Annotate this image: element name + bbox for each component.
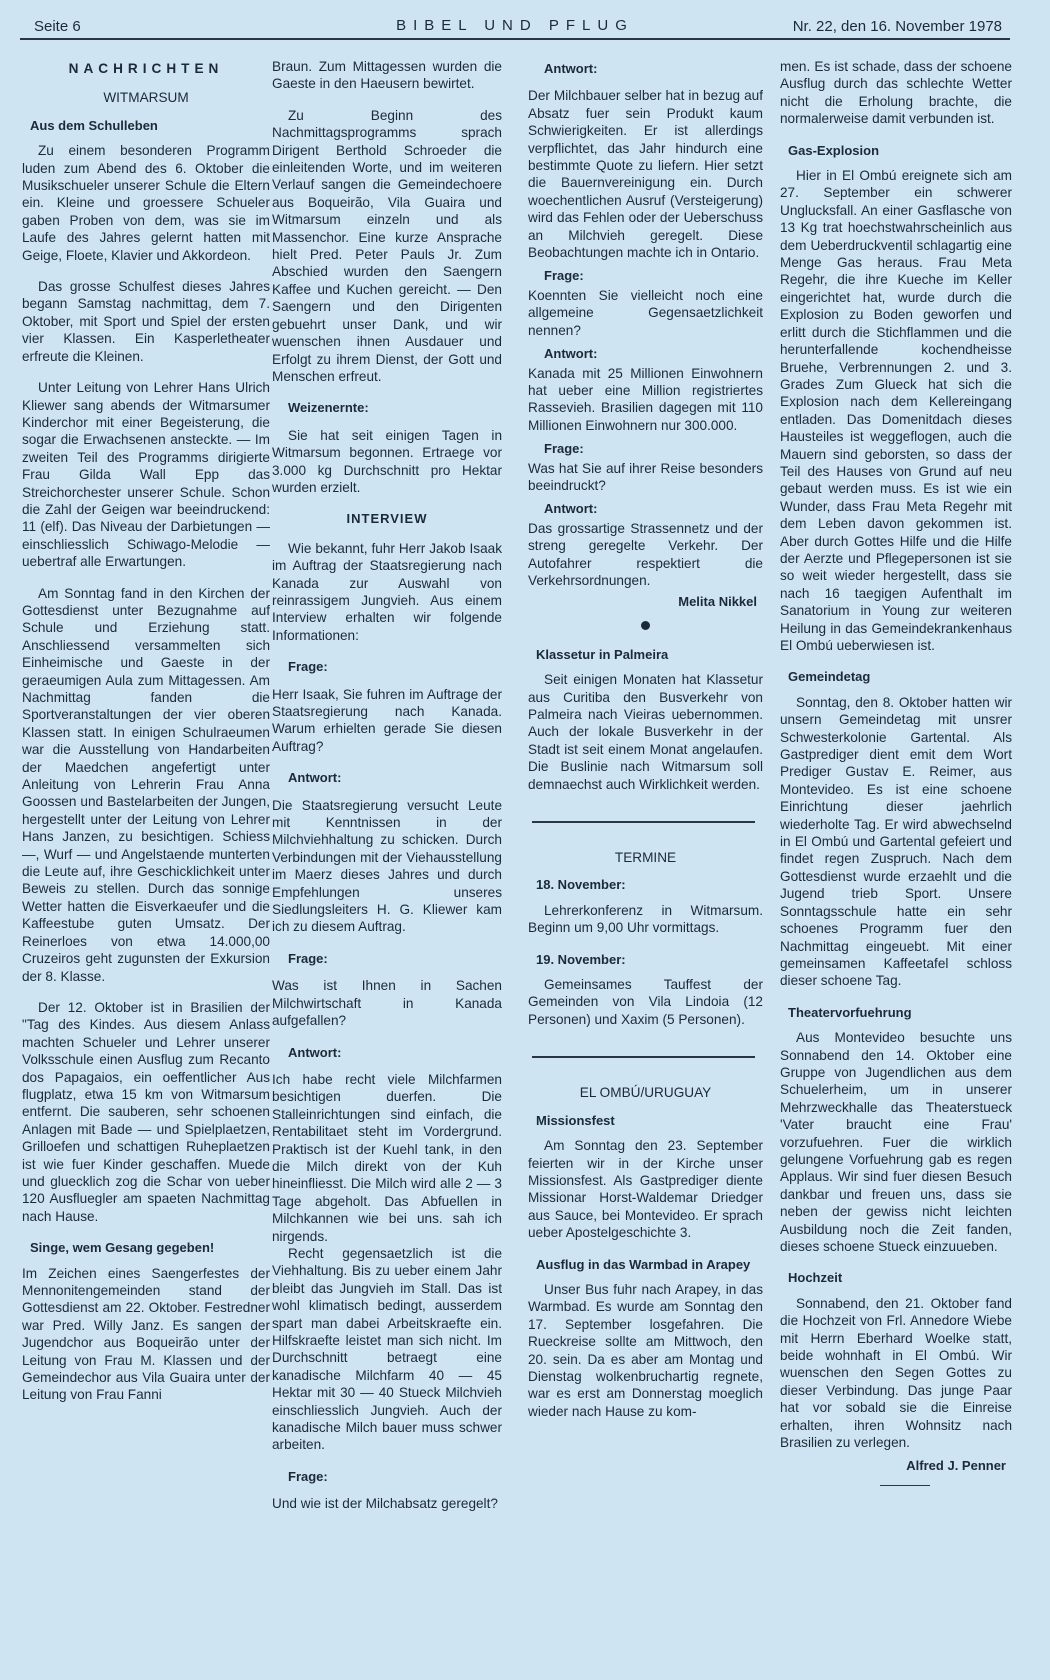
date-heading: 19. November: [536,951,626,967]
column-3 [528,58,763,1672]
paragraph: Gemeinsames Tauffest der Gemeinden von Vila Lindoia (12 Personen) und Xaxim (5 Personen). [528,977,763,1027]
page-number: Seite 6 [34,18,81,35]
article-heading: Missionsfest [536,1112,615,1128]
answer-label: Antwort: [544,501,598,517]
paragraph: men. Es ist schade, dass der schoene Ausflug durch das schlechte Wetter nicht die Erholung brachte, die normalerweise damit verbunden ist. [780,59,1012,127]
divider [532,1056,755,1058]
question-label: Frage: [544,441,584,457]
termine-heading: TERMINE [614,850,677,866]
article-heading: Ausflug in das Warmbad in Arapey [536,1256,751,1272]
paragraph: Am Sonntag fand in den Kirchen der Gottesdienst unter Bezugnahme auf Schule und Erziehung statt. Anschliessend versammelten sich Einheimische und Gaeste in der geraeumigen Aula zum Mittagessen. Am Nachmittag fanden die Sportveranstaltungen der vier oberen Klassen statt. In einigen Schulraeumen war die Ausstellung von Handarbeiten der Maedchen angefertigt unter Anleitung von Lehrerin Frau Anna Goossen und Bastelarbeiten der Jungen, hergestellt unter der Leitung von Lehrer Hans Janzen, zu besichtigen. Schiess —, Wurf — und Angelstaende munterten die Leute auf, ihre Geschicklichkeit unter Beweis zu stellen. Durch das sonnige Wetter hatten die Eisverkaeufer und die Kaffeestube guten Umsatz. Der Reinerloes von etwa 14.000,00 Cruzeiros geht zugunsten der Exkursion der 8. Klasse. [22,585,270,984]
separator-bullet [641,621,650,630]
paragraph: Der 12. Oktober ist in Brasilien der "Tag des Kindes. Aus diesem Anlass machten Schueler und Lehrer unserer Volksschule einen Ausflug zum Recanto dos Papagaios, ein oeffentlicher Aus flugplatz, etwa 15 km von Witmarsum entfernt. Die sauberen, sehr schoenen Anlagen mit Bade — und Spielplaetzen, Grilloefen und schattigen Ruheplaetzen ist wie fuer Kinder geschaffen. Muede und gluecklich zog die Schar von ueber 120 Ausfluegler am spaeten Nachmittag nach Hause. [22,999,270,1224]
paragraph: Wie bekannt, fuhr Herr Jakob Isaak im Auftrag der Staatsregierung nach Kanada zur Auswahl von reinrassigem Jungvieh. Aus einem Interview erhalten wir folgende Informationen: [272,540,502,643]
paragraph: Am Sonntag den 23. September feierten wir in der Kirche unser Missionsfest. Als Gastprediger diente Missionar Horst-Waldemar Driedger aus Sauce, bei Montevideo. Er sprach ueber Apostelgeschichte 3. [528,1138,763,1241]
paragraph: Der Milchbauer selber hat in bezug auf Absatz fuer sein Produkt kaum Schwierigkeiten. Er ist allerdings verpflichtet, das Jahr hindurch eine bestimmte Quote zu liefern. Hier setzt die Bauernvereinigung ein. Durch woechentlichen Ausruf (Versteigerung) wird das Fehlen oder der Ueberschuss an Milchvieh geregelt. Diese Beobachtungen machte ich in Ontario. [528,88,763,261]
paragraph: Hier in El Ombú ereignete sich am 27. September ein schwerer Unglucksfall. An einer Gasflasche von 13 Kg trat hoechstwahrscheinlich aus dem Ueberdruckventil schlagartig eine Menge Gas heraus. Frau Meta Regehr, die ihre Kueche im Keller eingerichtet hat, wurde durch die Explosion zu Boden geworfen und erlitt durch die Stichflammen und die herunterfallende kochendheisse Bruehe, Verbrennungen 2. und 3. Grades Zum Glueck hat sich die Explosion nach dem Kellereingang entladen. Das Domenitdach dieses Hausteiles ist weggeflogen, auch die Mauern sind geborsten, so dass der Teil des Hauses von Grund auf neu gebaut werden muss. Es ist wie ein Wunder, dass Frau Meta Regehr mit dem Leben davon gekommen ist. Aber durch Gottes Hilfe und die Hilfe der Aerzte und Pflegepersonen ist sie so weit wieder hergestellt, dass sie nach 16 taegigen Aufenthalt im Sanatorium in Young zur weiteren Heilung in das Gemeindekrankenhaus El Ombú ueberwiesen ist. [780,168,1012,653]
paragraph: Unser Bus fuhr nach Arapey, in das Warmbad. Es wurde am Sonntag den 17. September losgefahren. Die Rueckreise sollte am Mittwoch, den 20. sein. Da es aber am Montag und Dienstag wolkenbruchartig regnete, war es erst am Donnerstag moeglich wieder nach Hause zu kom- [528,1281,763,1419]
question-label: Frage: [288,1468,328,1484]
paragraph: Herr Isaak, Sie fuhren im Auftrage der Staatsregierung nach Kanada. Warum erhielten gerade Sie diesen Auftrag? [272,686,502,754]
place-heading: EL OMBÚ/URUGUAY [579,1085,712,1101]
article-heading: Singe, wem Gesang gegeben! [30,1240,215,1256]
paragraph: Unter Leitung von Lehrer Hans Ulrich Kliewer sang abends der Witmarsumer Kinderchor mit einer Begeisterung, die sogar die Erwachsenen ansteckte. — Im zweiten Teil des Programms dirigierte Frau Gilda Wall Epp das Streichorchester unserer Schule. Schon die Zahl der Geigen war beeindruckend: 11 (elf). Das Niveau der Darbietungen — einschliesslich Schiwago-Melodie — uebertraf alle Erwartungen. [22,380,270,570]
paragraph: Was ist Ihnen in Sachen Milchwirtschaft in Kanada aufgefallen? [272,978,502,1029]
question-label: Frage: [544,268,584,284]
answer-label: Antwort: [544,61,598,76]
paragraph: Sonntag, den 8. Oktober hatten wir unsern Gemeindetag mit unsrer Schwesterkolonie Gartental. Als Gastprediger dient emit dem Wort Prediger Gustav E. Reimer, aus Montevideo. Es ist eine schoene Einrichtung dieser jaehrlich wiederholte Tag. Er wird abwechselnd in El Ombú und Gartental gefeiert und findet regen Zuspruch. Nach dem Gottesdienst wurde erzaehlt und die Jugend trieb Sport. Unsere Sonntagsschule hatte ein sehr schoenes Programm fuer den Nachmittag eingeuebt. Mit einer gemeinsamen Kaffeetafel schloss dieser schoene Tag. [780,694,1012,989]
author-signature: Alfred J. Penner [906,1458,1006,1474]
answer-label: Antwort: [544,346,598,362]
section-heading: NACHRICHTEN [68,61,224,76]
paragraph: Zu Beginn des Nachmittagsprogramms sprach Dirigent Berthold Schroeder die einleitenden Worte, und im weiteren Verlauf sangen die Gemeindechoere aus Boqueirão, Vila Guaira und Witmarsum einzeln und als Massenchor. Eine kurze Ansprache hielt Pred. Peter Pauls Jr. Zum Abschied wurden den Saengern Kaffee und Kuchen gereicht. — Den Saengern und den Dirigenten gebuehrt unser Dank, und wir wuenschen ihnen Ausdauer und Erfolgt zu ihrem Dienst, der Gott und Menschen erfreut. [272,107,502,384]
column-4 [780,58,1012,1672]
newspaper-title: BIBEL UND PFLUG [396,17,634,34]
paragraph: Und wie ist der Milchabsatz geregelt? [272,1496,498,1512]
paragraph: Im Zeichen eines Saengerfestes der Mennonitengemeinden stand der Gottesdienst am 22. Oktober. Festredner war Pred. Willy Janz. Es sangen der Jugendchor aus Boqueirão unter der Leitung von Frau M. Klassen und der Gemeindechor aus Vila Guaira unter der Leitung von Frau Fanni [22,1265,270,1403]
interview-heading: INTERVIEW [346,511,428,527]
end-rule [880,1485,930,1486]
paragraph: Das grosse Schulfest dieses Jahres begann Samstag nachmittag, dem 7. Oktober, mit Sport und Spiel der ersten vier Klassen. Ein Kasperletheater erfreute die Kleinen. [22,279,270,364]
paragraph: Was hat Sie auf ihrer Reise besonders beeindruckt? [528,460,763,493]
question-label: Frage: [288,659,328,675]
article-heading: Gas-Explosion [788,142,880,158]
paragraph: Kanada mit 25 Millionen Einwohnern hat ueber eine Million registriertes Rassevieh. Brasilien dagegen mit 110 Millionen Einwohnern nur 300.000. [528,365,763,433]
paragraph: Das grossartige Strassennetz und der streng geregelte Verkehr. Der Autofahrer respektiert die Verkehrsordnungen. [528,520,763,588]
question-label: Frage: [288,950,328,966]
article-heading: Klassetur in Palmeira [536,646,669,662]
paragraph: Die Staatsregierung versucht Leute mit Kenntnissen in der Milchviehhaltung zu schicken. Durch Verbindungen mit der Viehausstellung im Maerz dieses Jahres und durch Empfehlungen unseres Siedlungsleiters H. G. Kliewer kam ich zu diesem Auftrag. [272,797,502,935]
issue-date: Nr. 22, den 16. November 1978 [792,18,1002,35]
paragraph: Aus Montevideo besuchte uns Sonnabend den 14. Oktober eine Gruppe von Jugendlichen aus dem Schuelerheim, um in unserer Mehrzweckhalle das Theaterstueck 'Vater braucht eine Frau' vorzufuehren. Fuer die wirklich gelungene Vorfuehrung gab es regen Applaus. Wir sind fuer diesen Besuch dankbar und freuen uns, dass sie neben der gewiss nicht leichten Ausbildung noch die Zeit fanden, dieses schoene Stueck einzuueben. [780,1030,1012,1254]
paragraph: Koennten Sie vielleicht noch eine allgemeine Gegensaetzlichkeit nennen? [528,287,763,338]
divider [532,821,755,823]
page-header [20,14,1010,40]
article-heading: Weizenernte: [288,400,369,416]
article-heading: Gemeindetag [788,669,871,685]
paragraph: Seit einigen Monaten hat Klassetur aus Curitiba den Busverkehr von Palmeira nach Vieiras uebernommen. Auch der lokale Busverkehr in der Stadt ist seit einem Monat angelaufen. Die Buslinie nach Witmarsum soll demnaechst auch Wirklichkeit werden. [528,672,763,792]
paragraph: Lehrerkonferenz in Witmarsum. Beginn um 9,00 Uhr vormittags. [528,902,763,936]
article-heading: Aus dem Schulleben [30,117,158,133]
answer-label: Antwort: [288,770,342,786]
column-2 [272,58,502,1672]
paragraph: Sonnabend, den 21. Oktober fand die Hochzeit von Frl. Annedore Wiebe mit Herrn Eberhard Woelke statt, beide wohnhaft in El Ombú. Wir wuenschen den Segen Gottes zu dieser Verbindung. Das junge Paar hat vor sobald sie die Einreise erhalten, ihren Wohnsitz nach Brasilien zu verlegen. [780,1295,1012,1451]
paragraph: Sie hat seit einigen Tagen in Witmarsum begonnen. Ertraege vor 3.000 kg Durchschnitt pro Hektar wurden erzielt. [272,427,502,495]
paragraph: Zu einem besonderen Programm luden zum Abend des 6. Oktober die Musikschueler unserer Schule die Eltern ein. Kleine und groessere Schueler gaben Proben von dem, was sie im Laufe des Jahres gelernt hatten mit Geige, Floete, Klavier und Akkordeon. [22,143,270,263]
paragraph: Recht gegensaetzlich ist die Viehhaltung. Bis zu ueber einem Jahr bleibt das Jungvieh im Stall. Das ist wohl klimatisch bedingt, ausserdem spart man dabei Arbeitskraefte ein. Hilfskraefte leistet man sich nicht. Im Durchschnitt betraegt eine kanadische Milchfarm 40 — 45 Hektar mit 30 — 40 Stueck Milchvieh einschliesslich Jungvieh. Auch der kanadische Milch bauer muss schwer arbeiten. [272,1245,502,1453]
column-1 [22,58,270,1672]
paragraph: Ich habe recht viele Milchfarmen besichtigen duerfen. Die Stalleinrichtungen sind einfach, die Rentabilitaet steht im Vordergrund. Praktisch ist der Kuehl tank, in den die Milch direkt von der Kuh hineinfliesst. Die Milch wird alle 2 — 3 Tage abgeholt. Das Abfuellen in Milchkannen wie bei uns. sah ich nirgends. [272,1071,502,1244]
date-heading: 18. November: [536,877,626,893]
place-heading: WITMARSUM [103,90,189,106]
author-signature: Melita Nikkel [678,594,757,610]
paragraph: Braun. Zum Mittagessen wurden die Gaeste in den Haeusern bewirtet. [272,59,502,92]
article-heading: Theatervorfuehrung [788,1004,912,1020]
answer-label: Antwort: [288,1044,342,1060]
article-heading: Hochzeit [788,1270,843,1286]
